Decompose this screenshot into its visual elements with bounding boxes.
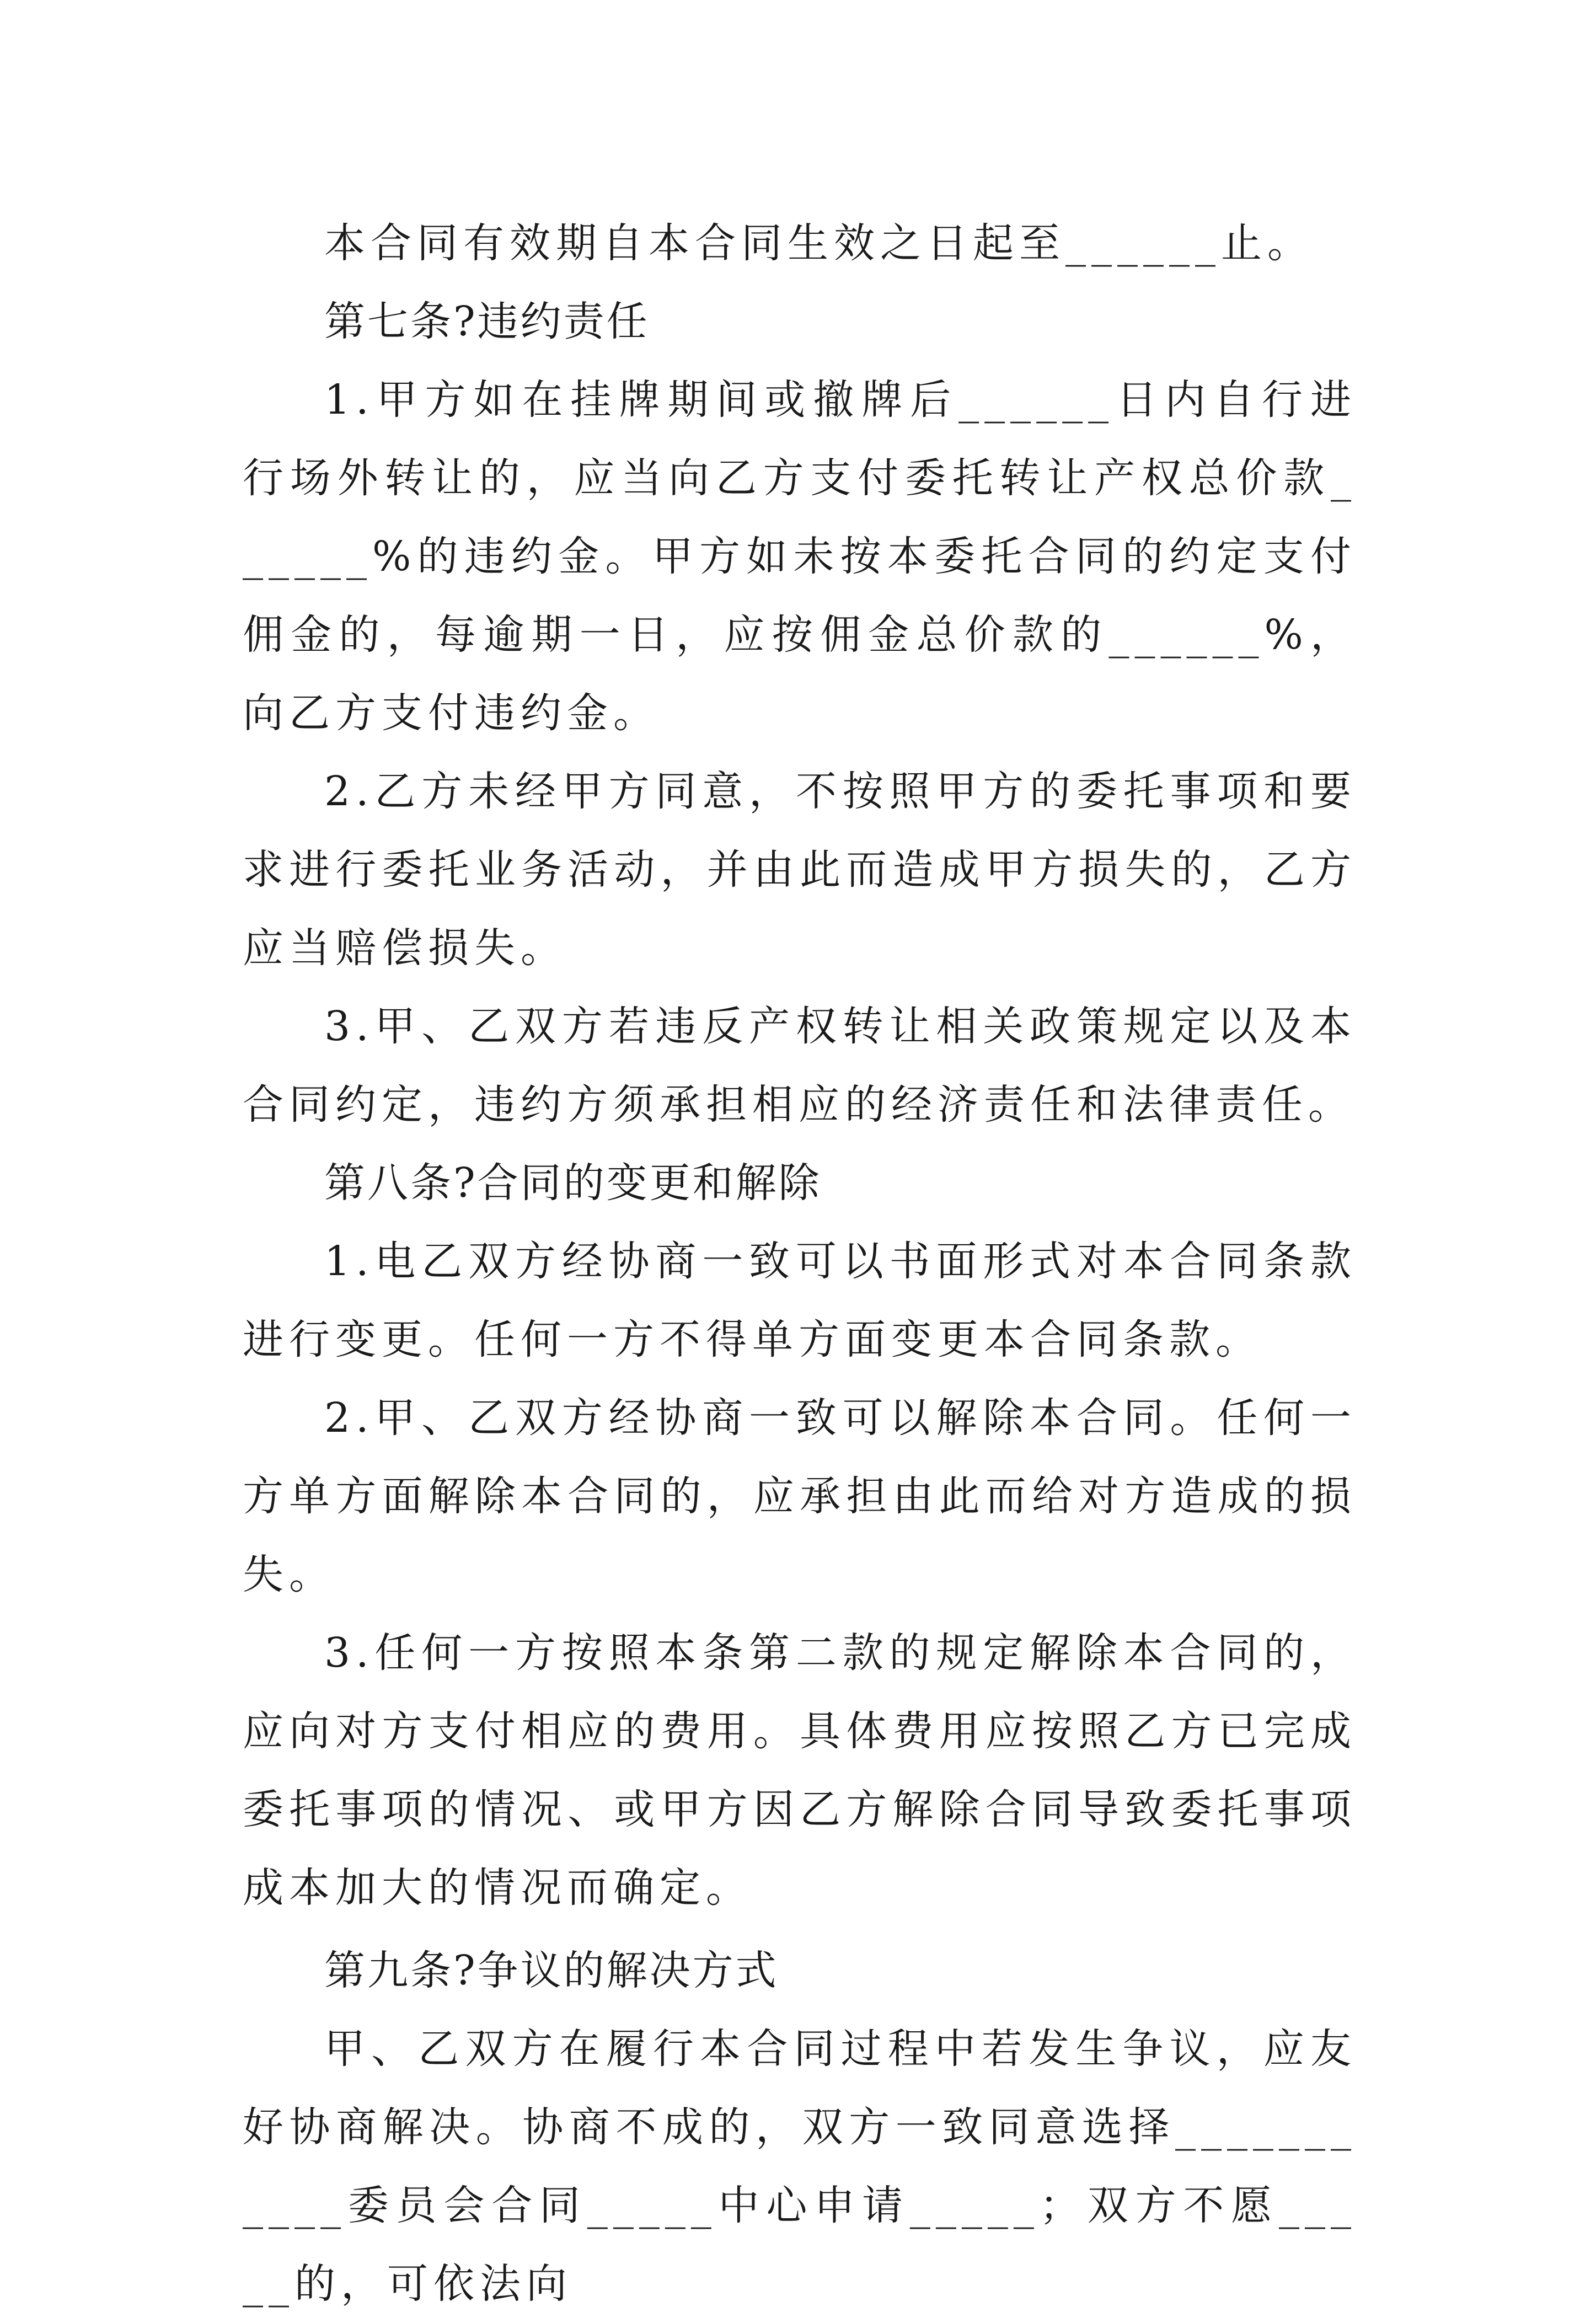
article-7-clause-2: 2.乙方未经甲方同意，不按照甲方的委托事项和要求进行委托业务活动，并由此而造成甲方损失的，乙方应当赔偿损失。 (243, 768, 1357, 972)
article-7-clause-3: 3.甲、乙双方若违反产权转让相关政策规定以及本合同约定，违约方须承担相应的经济责任和法律责任。 (243, 1003, 1357, 1128)
article-7-heading: 第七条?违约责任 (324, 298, 650, 345)
validity-paragraph: 本合同有效期自本合同生效之日起至______止。 (324, 220, 1314, 267)
article-8-clause-3: 3.任何一方按照本条第二款的规定解除本合同的，应向对方支付相应的费用。具体费用应按照乙方已完成委托事项的情况、或甲方因乙方解除合同导致委托事项成本加大的情况而确定。 (243, 1629, 1357, 1912)
article-7-clause-1: 1.甲方如在挂牌期间或撤牌后______日内自行进行场外转让的，应当向乙方支付委托转让产权总价款______%的违约金。甲方如未按本委托合同的约定支付佣金的，每逾期一日，应按佣金总价款的______%，向乙方支付违约金。 (243, 376, 1357, 737)
document-page (243, 204, 1357, 2323)
article-8-heading: 第八条?合同的变更和解除 (324, 1159, 822, 1207)
article-8-clause-1: 1.电乙双方经协商一致可以书面形式对本合同条款进行变更。任何一方不得单方面变更本合同条款。 (243, 1238, 1357, 1363)
article-8-clause-2: 2.甲、乙双方经协商一致可以解除本合同。任何一方单方面解除本合同的，应承担由此而给对方造成的损失。 (243, 1394, 1357, 1598)
article-9-body: 甲、乙双方在履行本合同过程中若发生争议，应友好协商解决。协商不成的，双方一致同意选择___________委员会合同_____中心申请_____；双方不愿_____的，可依法向 (243, 2025, 1357, 2308)
article-9-heading: 第九条?争议的解决方式 (324, 1947, 779, 1994)
